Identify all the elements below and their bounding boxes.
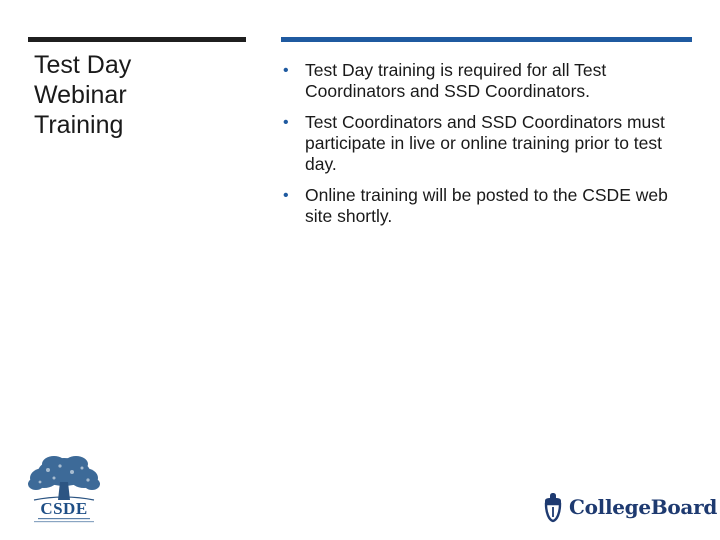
bullet-marker: • [283, 62, 289, 79]
acorn-icon [540, 491, 566, 523]
bullet-text: Online training will be posted to the CSDE web site shortly. [305, 185, 668, 226]
bullet-item [283, 60, 693, 102]
bullet-list [283, 60, 693, 237]
college-board-wordmark: CollegeBoard [569, 495, 718, 519]
bullet-marker: • [283, 114, 289, 131]
bullet-item [283, 112, 693, 175]
college-board-logo [540, 490, 717, 524]
csde-wordmark: CSDE [40, 499, 88, 518]
bullet-item [283, 185, 693, 227]
slide-title: Test Day Webinar Training [34, 51, 132, 139]
title-divider [28, 37, 246, 42]
bullet-text: Test Coordinators and SSD Coordinators must participate in live or online training prior to test day. [305, 112, 665, 174]
bullet-text: Test Day training is required for all Test Coordinators and SSD Coordinators. [305, 60, 607, 101]
content-divider [281, 37, 692, 42]
bullet-marker: • [283, 187, 289, 204]
oak-tree-icon [28, 456, 100, 500]
csde-logo [24, 452, 104, 526]
